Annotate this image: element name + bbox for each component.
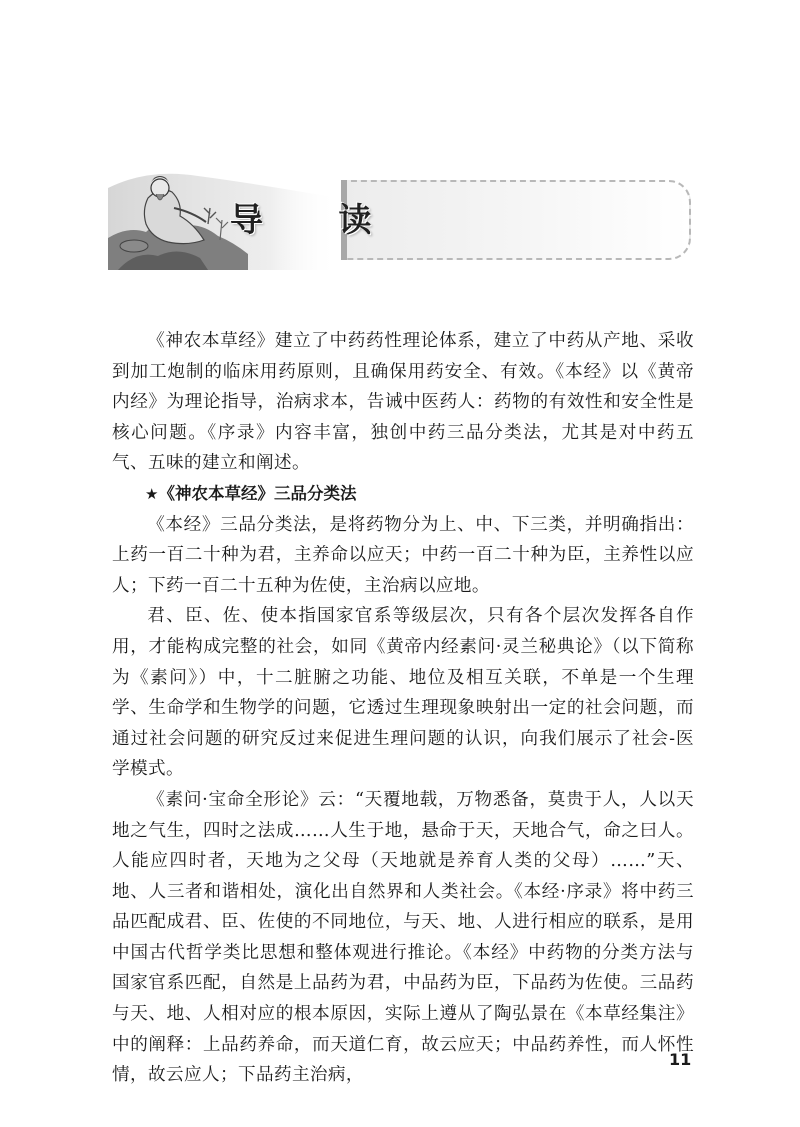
paragraph-hierarchy: 君、臣、佐、使本指国家官系等级层次，只有各个层次发挥各自作用，才能构成完整的社会，如同《黄帝内经素问·灵兰秘典论》（以下简称为《素问》）中，十二脏腑之功能、地位及相互关联，不单是一个生理学、生命学和生物学的问题，它透过生理现象映射出一定的社会问题，而通过社会问题的研究反过来促进生理问题的认识，向我们展示了社会-医学模式。 bbox=[112, 606, 694, 780]
chapter-banner bbox=[108, 158, 692, 270]
main-text bbox=[112, 326, 694, 1091]
chapter-title: 导 读 bbox=[230, 200, 404, 239]
section-heading bbox=[112, 479, 694, 510]
paragraph-classification: 《本经》三品分类法，是将药物分为上、中、下三类，并明确指出：上药一百二十种为君，主养命以应天；中药一百二十种为臣，主养性以应人；下药一百二十五种为佐使，主治病以应地。 bbox=[112, 514, 694, 596]
page-number: 11 bbox=[669, 1050, 692, 1069]
star-icon: ★ bbox=[145, 484, 159, 503]
paragraph-intro: 《神农本草经》建立了中药药性理论体系，建立了中药从产地、采收到加工炮制的临床用药原则，且确保用药安全、有效。《本经》以《黄帝内经》为理论指导，治病求本，告诫中医药人：药物的有效性和安全性是核心问题。《序录》内容丰富，独创中药三品分类法，尤其是对中药五气、五味的建立和阐述。 bbox=[112, 331, 694, 474]
paragraph-suwen: 《素问·宝命全形论》云：“天覆地载，万物悉备，莫贵于人，人以天地之气生，四时之法成……人生于地，悬命于天，天地合气，命之曰人。人能应四时者，天地为之父母（天地就是养育人类的父母）……”天、地、人三者和谐相处，演化出自然界和人类社会。《本经·序录》将中药三品匹配成君、臣、佐使的不同地位，与天、地、人进行相应的联系，是用中国古代哲学类比思想和整体观进行推论。《本经》中药物的分类方法与国家官系匹配，自然是上品药为君，中品药为臣，下品药为佐使。三品药与天、地、人相对应的根本原因，实际上遵从了陶弘景在《本草经集注》中的阐释：上品药养命，而天道仁育，故云应天；中品药养性，而人怀性情，故云应人；下品药主治病， bbox=[112, 789, 694, 1086]
section-heading-text: 《神农本草经》三品分类法 bbox=[158, 483, 357, 503]
